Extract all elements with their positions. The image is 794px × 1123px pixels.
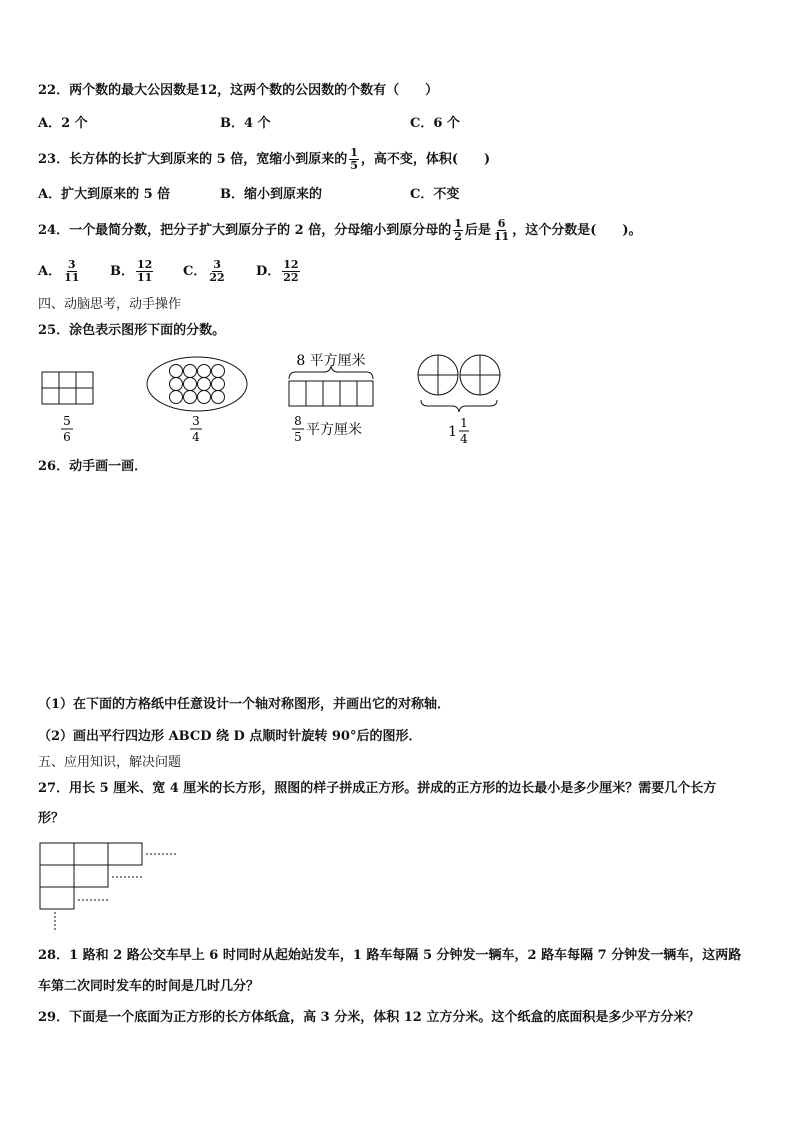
q28-line2: 车第二次同时发车的时间是几时几分？ — [38, 979, 260, 994]
q25-fig2-denominator: 4 — [192, 430, 200, 444]
q25-figures — [0, 345, 794, 445]
q23-fraction — [349, 147, 359, 172]
q23-fraction-denominator: 5 — [350, 159, 358, 172]
q25-fig1-grid — [42, 372, 93, 404]
q25-fig3-top-label: 8 平方厘米 — [296, 353, 366, 369]
q24-option-c — [183, 259, 228, 284]
q26-part1: （1）在下面的方格纸中任意设计一个轴对称图形，并画出它的对称轴． — [38, 697, 451, 712]
q24-option-d-letter: D． — [256, 264, 281, 279]
q24-option-a-numerator: 3 — [67, 258, 76, 271]
q24-option-a-letter: A． — [38, 264, 62, 279]
q23-fraction-numerator: 1 — [350, 146, 358, 159]
q24-text-mid: 后是 — [464, 223, 491, 238]
q28-line1: 28．1 路和 2 路公交车早上 6 时同时从起始站发车，1 路车每隔 5 分钟发一辆车，2 路车每隔 7 分钟发一辆车，这两路 — [38, 948, 742, 963]
q24-fraction-1-denominator: 2 — [454, 230, 462, 243]
q26-text: 26．动手画一画． — [38, 459, 148, 474]
q24-option-d-numerator: 12 — [283, 258, 299, 271]
q25-fig1-denominator: 6 — [63, 430, 71, 444]
q27-figure — [38, 840, 188, 935]
q24-option-a-denominator: 11 — [64, 271, 80, 284]
q23-option-b: B．缩小到原来的 — [220, 187, 322, 202]
q23-text-pre: 23．长方体的长扩大到原来的 5 倍，宽缩小到原来的 — [38, 152, 348, 167]
q25-fig3-bar — [289, 381, 373, 406]
q25-fig4-whole: 1 — [448, 424, 457, 440]
q23-option-a: A．扩大到原来的 5 倍 — [38, 187, 171, 202]
q27-line1: 27．用长 5 厘米、宽 4 厘米的长方形，照图的样子拼成正方形。拼成的正方形的边长最小是多少厘米？需要几个长方 — [38, 781, 717, 796]
q25-fig4-numerator: 1 — [460, 416, 468, 430]
q29-text: 29．下面是一个底面为正方形的长方体纸盒，高 3 分米，体积 12 立方分米。这个纸盒的底面积是多少平方分米？ — [38, 1010, 700, 1025]
q24-option-b-fraction — [136, 259, 153, 284]
q22-option-a: A．2 个 — [38, 116, 88, 131]
q25-fig3-numerator: 8 — [294, 414, 302, 428]
q24-option-c-fraction — [208, 259, 225, 284]
q25-fig4-denominator: 4 — [460, 432, 468, 445]
q25-fig4-brace — [421, 400, 497, 412]
q27-staircase-rectangles — [40, 843, 142, 909]
q22-text: 22．两个数的最大公因数是12，这两个数的公因数的个数有（ ） — [38, 83, 439, 98]
q25-fig3-denominator: 5 — [294, 430, 302, 444]
q24-option-c-numerator: 3 — [213, 258, 221, 271]
q24-text-post: ，这个分数是( )。 — [512, 223, 642, 238]
q25-fig2-ellipse — [147, 357, 247, 411]
q24-option-d-denominator: 22 — [283, 271, 299, 284]
q25-fig4-circles — [418, 355, 500, 395]
q24-option-a-fraction — [63, 259, 80, 284]
q24-option-b-denominator: 11 — [137, 271, 153, 284]
q23-option-c: C．不变 — [410, 187, 460, 202]
q27-line2: 形？ — [38, 811, 65, 826]
q23-text-post: ，高不变，体积( ) — [360, 152, 491, 167]
section-5-heading: 五、应用知识，解决问题 — [38, 755, 182, 770]
q24-option-b-letter: B． — [110, 264, 134, 279]
q24-option-c-letter: C． — [183, 264, 207, 279]
q24-fraction-1-numerator: 1 — [454, 217, 462, 230]
q24-option-d-fraction — [282, 259, 299, 284]
q26-part2: （2）画出平行四边形 ABCD 绕 D 点顺时针旋转 90°后的图形． — [38, 729, 422, 744]
q25-fig1-numerator: 5 — [63, 414, 71, 428]
q22-option-c: C．6 个 — [410, 116, 460, 131]
q24-fraction-2-numerator: 6 — [497, 217, 506, 230]
q24-option-c-denominator: 22 — [209, 271, 225, 284]
q24-option-a — [38, 259, 82, 284]
section-4-heading: 四、动脑思考，动手操作 — [38, 297, 182, 312]
q23-text — [38, 145, 490, 175]
q24-text-pre: 24．一个最简分数，把分子扩大到原分子的 2 倍，分母缩小到原分母的 — [38, 223, 452, 238]
q24-fraction-2-denominator: 11 — [493, 230, 510, 243]
q25-fig2-numerator: 3 — [192, 414, 200, 428]
q25-text: 25．涂色表示图形下面的分数。 — [38, 323, 226, 338]
q24-option-d — [256, 259, 302, 284]
q24-fraction-2 — [493, 218, 510, 243]
q25-fig3-unit: 平方厘米 — [306, 422, 362, 438]
q24-fraction-1 — [453, 218, 463, 243]
q24-text — [38, 216, 642, 246]
q24-option-b-numerator: 12 — [137, 258, 153, 271]
q24-option-b — [110, 259, 155, 284]
q22-option-b: B．4 个 — [220, 116, 271, 131]
